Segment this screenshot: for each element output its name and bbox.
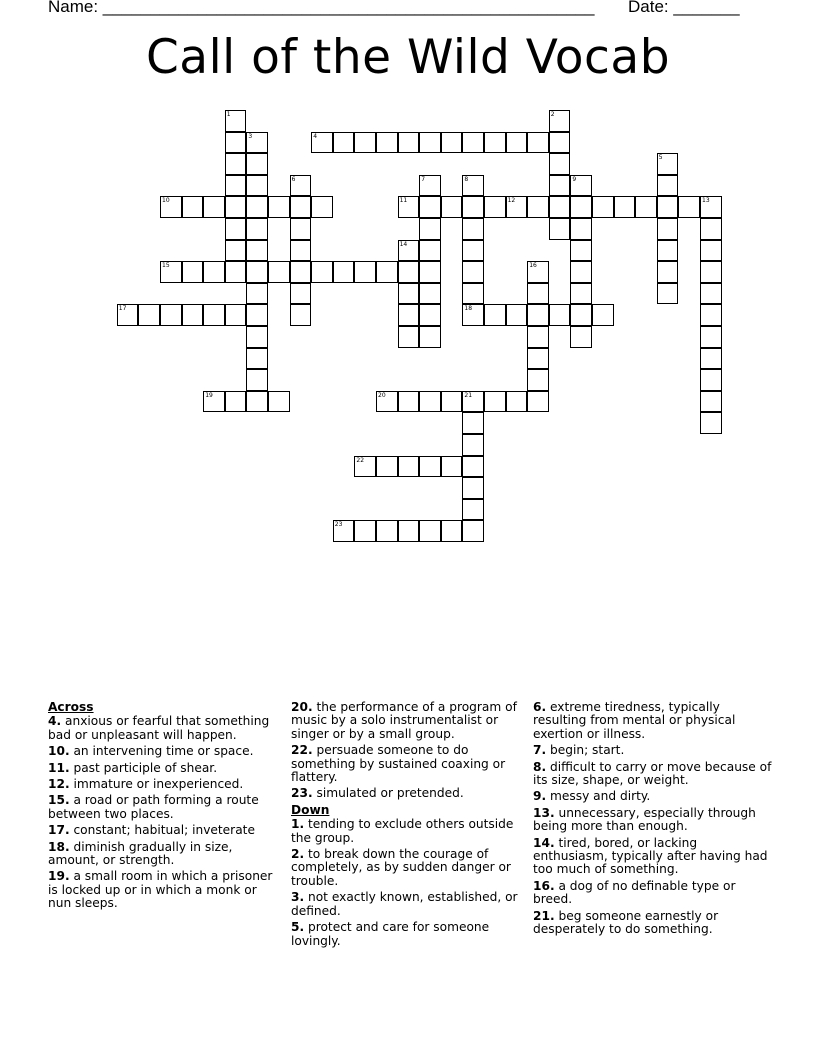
clue-number: 3 — [248, 132, 253, 140]
clue-number: 1 — [226, 111, 231, 118]
clue-down-13: 13. unnecessary, especially through being more than enough. — [533, 805, 756, 834]
grid-cell[interactable] — [657, 218, 679, 240]
grid-cell[interactable] — [376, 456, 398, 478]
grid-cell[interactable] — [700, 412, 722, 434]
clue-across-22: 22. persuade someone to do something by sustained coaxing or flattery. — [291, 743, 506, 785]
grid-cell[interactable] — [462, 132, 484, 154]
clue-down-1: 1. tending to exclude others outside the group. — [291, 817, 514, 845]
grid-cell[interactable] — [376, 520, 398, 542]
clue-number: 10 — [162, 197, 170, 205]
grid-cell[interactable] — [657, 283, 679, 305]
grid-cell[interactable] — [700, 283, 722, 305]
grid-cell[interactable] — [506, 391, 528, 413]
clue-number: 9 — [572, 175, 577, 183]
clue-across-17: 17. constant; habitual; inveterate — [48, 823, 255, 838]
grid-cell[interactable] — [657, 196, 679, 218]
clue-across-18: 18. diminish gradually in size, amount, or strength. — [48, 839, 233, 868]
grid-cell[interactable] — [398, 283, 420, 305]
grid-cell[interactable] — [570, 326, 592, 348]
grid-cell[interactable] — [398, 132, 420, 154]
grid-cell[interactable] — [570, 196, 592, 218]
grid-cell[interactable] — [311, 261, 333, 283]
clue-number: 7 — [421, 175, 426, 183]
grid-cell[interactable] — [398, 456, 420, 478]
grid-cell[interactable] — [225, 110, 247, 132]
clue-across-15: 15. a road or path forming a route between two places. — [48, 793, 259, 821]
clue-number: 21 — [464, 391, 473, 399]
grid-cell[interactable] — [311, 132, 333, 154]
grid-cell[interactable] — [484, 304, 506, 326]
name-field[interactable]: Name: ____________________________________________________ — [48, 0, 595, 16]
grid-cell[interactable] — [203, 261, 225, 283]
grid-cell[interactable] — [246, 348, 268, 370]
grid-cell[interactable] — [419, 261, 441, 283]
grid-cell[interactable] — [290, 261, 312, 283]
grid-cell[interactable] — [635, 196, 657, 218]
clue-number: 4 — [313, 132, 318, 140]
grid-cell[interactable] — [376, 132, 398, 154]
grid-cell[interactable] — [441, 196, 463, 218]
grid-cell[interactable] — [549, 132, 571, 154]
grid-cell[interactable] — [700, 196, 722, 218]
clue-column-1 — [48, 701, 280, 914]
down-heading: Down — [291, 802, 330, 817]
clue-number: 23 — [334, 521, 343, 529]
grid-cell[interactable] — [203, 304, 225, 326]
clue-down-7: 7. begin; start. — [533, 743, 625, 758]
grid-cell[interactable] — [246, 304, 268, 326]
grid-cell[interactable] — [462, 196, 484, 218]
clue-number: 22 — [356, 456, 365, 464]
grid-cell[interactable] — [657, 261, 679, 283]
clue-across-4: 4. anxious or fearful that something bad or unpleasant will happen. — [48, 714, 270, 742]
grid-cell[interactable] — [246, 326, 268, 348]
grid-cell[interactable] — [462, 175, 484, 197]
grid-cell[interactable] — [570, 218, 592, 240]
grid-cell[interactable] — [419, 456, 441, 478]
grid-cell[interactable] — [700, 348, 722, 370]
grid-cell[interactable] — [290, 304, 312, 326]
clue-number: 17 — [118, 305, 127, 313]
grid-cell[interactable] — [506, 132, 528, 154]
grid-cell[interactable] — [419, 304, 441, 326]
grid-cell[interactable] — [398, 391, 420, 413]
grid-cell[interactable] — [527, 326, 549, 348]
grid-cell[interactable] — [527, 132, 549, 154]
grid-cell[interactable] — [160, 261, 182, 283]
grid-cell[interactable] — [311, 196, 333, 218]
grid-cell[interactable] — [441, 520, 463, 542]
page-title: Call of the Wild Vocab — [145, 30, 671, 85]
grid-cell[interactable] — [246, 218, 268, 240]
grid-cell[interactable] — [441, 132, 463, 154]
grid-cell[interactable] — [398, 326, 420, 348]
grid-cell[interactable] — [419, 240, 441, 262]
grid-cell[interactable] — [419, 283, 441, 305]
clue-number: 16 — [529, 262, 537, 270]
grid-cell[interactable] — [138, 304, 160, 326]
grid-cell[interactable] — [419, 175, 441, 197]
clue-down-21: 21. beg someone earnestly or desperately to do something. — [533, 908, 719, 937]
grid-cell[interactable] — [290, 240, 312, 262]
grid-cell[interactable] — [419, 132, 441, 154]
grid-cell[interactable] — [549, 196, 571, 218]
grid-cell[interactable] — [549, 110, 571, 132]
grid-cell[interactable] — [376, 391, 398, 413]
grid-cell[interactable] — [484, 132, 506, 154]
clue-number: 2 — [550, 111, 555, 118]
grid-cell[interactable] — [462, 283, 484, 305]
clue-down-2: 2. to break down the courage of completely, as by sudden danger or trouble. — [291, 847, 511, 888]
grid-cell[interactable] — [700, 391, 722, 413]
grid-cell[interactable] — [462, 240, 484, 262]
grid-cell[interactable] — [225, 304, 247, 326]
grid-cell[interactable] — [203, 196, 225, 218]
across-heading: Across — [48, 700, 94, 714]
grid-cell[interactable] — [398, 240, 420, 262]
grid-cell[interactable] — [333, 520, 355, 542]
grid-cell[interactable] — [203, 391, 225, 413]
grid-cell[interactable] — [462, 218, 484, 240]
clue-number: 5 — [658, 154, 663, 162]
grid-cell[interactable] — [246, 196, 268, 218]
grid-cell[interactable] — [700, 240, 722, 262]
grid-cell[interactable] — [462, 520, 484, 542]
clue-across-12: 12. immature or inexperienced. — [48, 777, 244, 792]
clue-number: 8 — [464, 175, 469, 183]
grid-cell[interactable] — [419, 196, 441, 218]
grid-cell[interactable] — [527, 369, 549, 391]
grid-cell[interactable] — [246, 369, 268, 391]
clue-down-3: 3. not exactly known, established, or defined. — [291, 890, 518, 918]
clue-column-2 — [291, 701, 523, 951]
grid-cell[interactable] — [246, 175, 268, 197]
grid-cell[interactable] — [182, 304, 204, 326]
grid-cell[interactable] — [484, 196, 506, 218]
grid-cell[interactable] — [462, 499, 484, 521]
grid-cell[interactable] — [182, 196, 204, 218]
grid-cell[interactable] — [419, 520, 441, 542]
clue-down-14: 14. tired, bored, or lacking enthusiasm, typically after having had too much of something. — [533, 835, 768, 877]
grid-cell[interactable] — [462, 412, 484, 434]
clue-number: 12 — [507, 197, 516, 205]
grid-cell[interactable] — [354, 261, 376, 283]
grid-cell[interactable] — [290, 196, 312, 218]
grid-cell[interactable] — [333, 261, 355, 283]
grid-cell[interactable] — [225, 153, 247, 175]
grid-cell[interactable] — [376, 261, 398, 283]
grid-cell[interactable] — [549, 218, 571, 240]
grid-cell[interactable] — [398, 196, 420, 218]
grid-cell[interactable] — [462, 477, 484, 499]
clue-number: 6 — [291, 175, 296, 183]
grid-cell[interactable] — [225, 175, 247, 197]
grid-cell[interactable] — [657, 240, 679, 262]
grid-cell[interactable] — [549, 153, 571, 175]
grid-cell[interactable] — [549, 304, 571, 326]
grid-cell[interactable] — [462, 456, 484, 478]
grid-cell[interactable] — [570, 261, 592, 283]
grid-cell[interactable] — [462, 434, 484, 456]
grid-cell[interactable] — [398, 304, 420, 326]
clue-number: 13 — [702, 197, 710, 205]
grid-cell[interactable] — [657, 153, 679, 175]
grid-cell[interactable] — [354, 132, 376, 154]
grid-cell[interactable] — [527, 196, 549, 218]
clue-across-10: 10. an intervening time or space. — [48, 744, 254, 759]
grid-cell[interactable] — [527, 391, 549, 413]
grid-cell[interactable] — [527, 261, 549, 283]
grid-cell[interactable] — [570, 304, 592, 326]
clue-number: 19 — [205, 391, 213, 399]
grid-cell[interactable] — [268, 391, 290, 413]
clue-number: 11 — [399, 197, 408, 205]
grid-cell[interactable] — [268, 261, 290, 283]
grid-cell[interactable] — [700, 261, 722, 283]
grid-cell[interactable] — [333, 132, 355, 154]
grid-cell[interactable] — [225, 240, 247, 262]
grid-cell[interactable] — [419, 326, 441, 348]
grid-cell[interactable] — [117, 304, 139, 326]
clue-across-11: 11. past participle of shear. — [48, 760, 218, 775]
grid-cell[interactable] — [527, 348, 549, 370]
grid-cell[interactable] — [462, 261, 484, 283]
clue-across-23: 23. simulated or pretended. — [291, 786, 464, 801]
grid-cell[interactable] — [657, 175, 679, 197]
grid-cell[interactable] — [700, 304, 722, 326]
grid-cell[interactable] — [398, 261, 420, 283]
clue-down-8: 8. difficult to carry or move because of its size, shape, or weight. — [533, 759, 772, 788]
grid-cell[interactable] — [225, 261, 247, 283]
grid-cell[interactable] — [614, 196, 636, 218]
grid-cell[interactable] — [419, 391, 441, 413]
grid-cell[interactable] — [354, 456, 376, 478]
grid-cell[interactable] — [506, 196, 528, 218]
grid-cell[interactable] — [290, 218, 312, 240]
grid-cell[interactable] — [678, 196, 700, 218]
grid-cell[interactable] — [441, 391, 463, 413]
clue-number: 18 — [464, 305, 473, 313]
grid-cell[interactable] — [182, 261, 204, 283]
grid-cell[interactable] — [462, 391, 484, 413]
grid-cell[interactable] — [700, 326, 722, 348]
clue-down-9: 9. messy and dirty. — [533, 789, 651, 804]
grid-cell[interactable] — [484, 391, 506, 413]
grid-cell[interactable] — [354, 520, 376, 542]
grid-cell[interactable] — [246, 391, 268, 413]
grid-cell[interactable] — [225, 196, 247, 218]
grid-cell[interactable] — [570, 175, 592, 197]
grid-cell[interactable] — [506, 304, 528, 326]
clue-across-19: 19. a small room in which a prisoner is locked up or in which a monk or nun sleeps. — [48, 869, 273, 911]
grid-cell[interactable] — [225, 391, 247, 413]
grid-cell[interactable] — [246, 261, 268, 283]
clue-number: 15 — [162, 262, 170, 270]
clue-number: 20 — [378, 391, 386, 399]
grid-cell[interactable] — [700, 369, 722, 391]
clue-down-5: 5. protect and care for someone lovingly. — [291, 920, 490, 948]
grid-cell[interactable] — [290, 283, 312, 305]
clue-column-3 — [533, 701, 773, 940]
grid-cell[interactable] — [246, 153, 268, 175]
clue-down-6: 6. extreme tiredness, typically resulting from mental or physical exertion or illness. — [533, 700, 736, 741]
grid-cell[interactable] — [527, 304, 549, 326]
grid-cell[interactable] — [160, 304, 182, 326]
date-field[interactable]: Date: _______ — [628, 0, 740, 16]
grid-cell[interactable] — [268, 196, 290, 218]
grid-cell[interactable] — [160, 196, 182, 218]
clue-down-16: 16. a dog of no definable type or breed. — [533, 878, 736, 907]
grid-cell[interactable] — [462, 304, 484, 326]
clue-number: 14 — [399, 240, 408, 248]
grid-cell[interactable] — [570, 283, 592, 305]
grid-cell[interactable] — [246, 240, 268, 262]
grid-cell[interactable] — [592, 196, 614, 218]
grid-cell[interactable] — [225, 218, 247, 240]
grid-cell[interactable] — [290, 175, 312, 197]
grid-cell[interactable] — [246, 283, 268, 305]
grid-cell[interactable] — [398, 520, 420, 542]
grid-cell[interactable] — [225, 132, 247, 154]
grid-cell[interactable] — [549, 175, 571, 197]
grid-cell[interactable] — [441, 456, 463, 478]
grid-cell[interactable] — [246, 132, 268, 154]
grid-cell[interactable] — [592, 304, 614, 326]
grid-cell[interactable] — [700, 218, 722, 240]
grid-cell[interactable] — [527, 283, 549, 305]
grid-cell[interactable] — [419, 218, 441, 240]
clue-across-20: 20. the performance of a program of music by a solo instrumentalist or singer or by a small group. — [291, 700, 517, 741]
grid-cell[interactable] — [570, 240, 592, 262]
